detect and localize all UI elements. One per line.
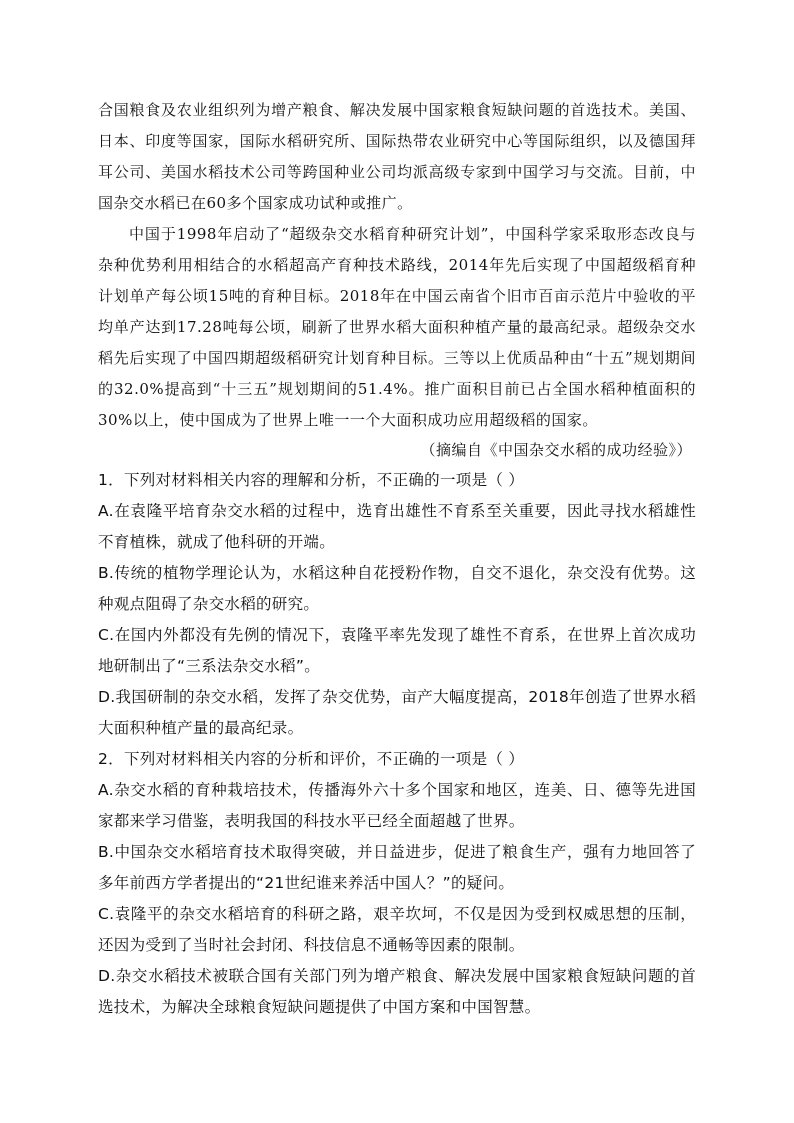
question-option: C.袁隆平的杂交水稻培育的科研之路，艰辛坎坷，不仅是因为受到权威思想的压制，还因为受到了当时社会封闭、科技信息不通畅等因素的限制。 <box>98 905 696 954</box>
question-option: B.传统的植物学理论认为，水稻这种自花授粉作物，自交不退化，杂交没有优势。这种观点阻碍了杂交水稻的研究。 <box>98 564 696 613</box>
passage-paragraph: 合国粮食及农业组织列为增产粮食、解决发展中国家粮食短缺问题的首选技术。美国、日本、印度等国家，国际水稻研究所、国际热带农业研究中心等国际组织，以及德国拜耳公司、美国水稻技术公司等跨国种业公司均派高级专家到中国学习与交流。目前，中国杂交水稻已在60多个国家成功试种或推广。 <box>98 101 696 212</box>
question-option: A.杂交水稻的育种栽培技术，传播海外六十多个国家和地区，连美、日、德等先进国家都来学习借鉴，表明我国的科技水平已经全面超越了世界。 <box>98 781 696 830</box>
question-title: 1．下列对材料相关内容的理解和分析，不正确的一项是（ ） <box>98 471 525 489</box>
passage-paragraph: 中国于1998年启动了“超级杂交水稻育种研究计划”，中国科学家采取形态改良与杂种优势利用相结合的水稻超高产育种技术路线，2014年先后实现了中国超级稻育种计划单产每公顷15吨的育种目标。2018年在中国云南省个旧市百亩示范片中验收的平均单产达到17.28吨每公顷，刷新了世界水稻大面积种植产量的最高纪录。超级杂交水稻先后实现了中国四期超级稻研究计划育种目标。三等以上优质品种由“十五”规划期间的32.0%提高到“十三五”规划期间的51.4%。推广面积目前已占全国水稻种植面积的30%以上，使中国成为了世界上唯一一个大面积成功应用超级稻的国家。 <box>98 225 696 429</box>
question-1 <box>98 465 696 744</box>
question-option: A.在袁隆平培育杂交水稻的过程中，选育出雄性不育系至关重要，因此寻找水稻雄性不育植株，就成了他科研的开端。 <box>98 502 696 551</box>
question-option: D.我国研制的杂交水稻，发挥了杂交优势，亩产大幅度提高，2018年创造了世界水稻大面积种植产量的最高纪录。 <box>98 688 696 737</box>
question-2 <box>98 744 696 1023</box>
passage-source: （摘编自《中国杂交水稻的成功经验》） <box>420 441 692 459</box>
passage <box>98 95 696 465</box>
question-option: B.中国杂交水稻培育技术取得突破，并日益进步，促进了粮食生产，强有力地回答了多年前西方学者提出的“21世纪谁来养活中国人？”的疑问。 <box>98 843 696 892</box>
document-page <box>98 95 696 1023</box>
question-option: C.在国内外都没有先例的情况下，袁隆平率先发现了雄性不育系，在世界上首次成功地研制出了“三系法杂交水稻”。 <box>98 626 696 675</box>
question-title: 2．下列对材料相关内容的分析和评价，不正确的一项是（ ） <box>98 750 525 768</box>
question-option: D.杂交水稻技术被联合国有关部门列为增产粮食、解决发展中国家粮食短缺问题的首选技术，为解决全球粮食短缺问题提供了中国方案和中国智慧。 <box>98 967 696 1016</box>
